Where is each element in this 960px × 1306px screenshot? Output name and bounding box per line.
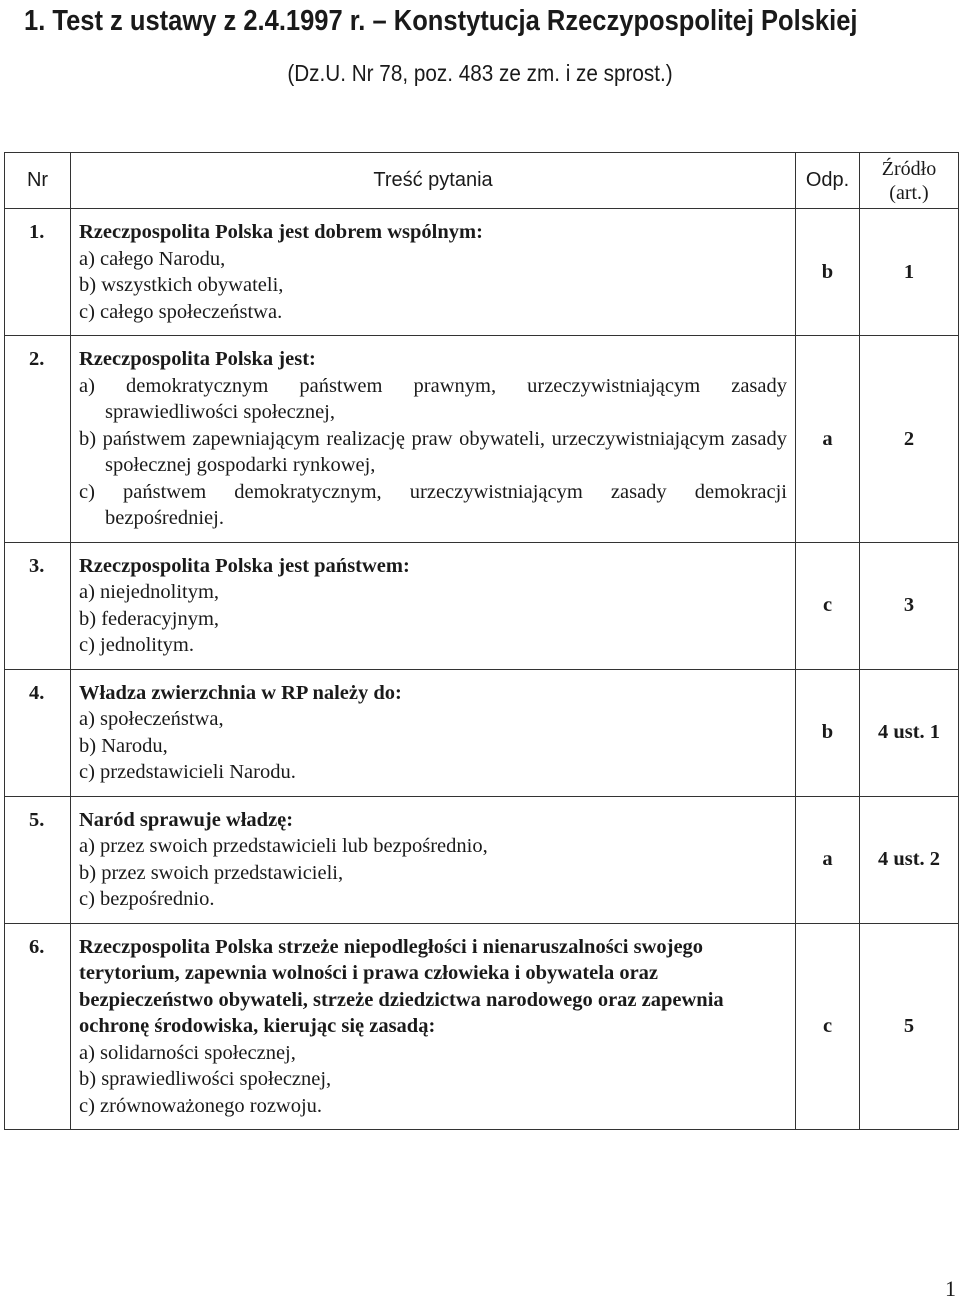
answer-option: c) państwem demokratycznym, urzeczywistniającym zasady demokracji bezpośredniej.: [79, 480, 787, 529]
question-stem: Władza zwierzchnia w RP należy do:: [79, 681, 402, 704]
header-answer: Odp.: [796, 153, 860, 209]
answer-option: b) Narodu,: [79, 734, 168, 757]
question-number: 2.: [5, 336, 71, 543]
source-article: 5: [860, 923, 959, 1130]
question-rows: [5, 209, 959, 1130]
source-article: 2: [860, 336, 959, 543]
question-stem: Rzeczpospolita Polska jest państwem:: [79, 554, 410, 577]
source-article: 1: [860, 209, 959, 336]
correct-answer: b: [796, 669, 860, 796]
question-number: 4.: [5, 669, 71, 796]
table-row: [5, 796, 959, 923]
answer-option: c) przedstawicieli Narodu.: [79, 761, 296, 783]
answer-option: b) wszystkich obywateli,: [79, 274, 284, 296]
table-header-row: [5, 153, 959, 209]
answer-option: c) zrównoważonego rozwoju.: [79, 1094, 323, 1117]
question-stem: Naród sprawuje władzę:: [79, 808, 294, 831]
answer-option: b) federacyjnym,: [79, 607, 220, 630]
correct-answer: a: [796, 336, 860, 543]
question-content: [71, 336, 796, 543]
header-nr: Nr: [5, 153, 71, 209]
answer-option: a) demokratycznym państwem prawnym, urzeczywistniającym zasady sprawiedliwości społecznej,: [79, 374, 787, 423]
answer-option: a) przez swoich przedstawicieli lub bezpośrednio,: [79, 835, 488, 857]
table-row: [5, 542, 959, 669]
table-row: [5, 336, 959, 543]
document-title: 1. Test z ustawy z 2.4.1997 r. – Konstytucja Rzeczypospolitej Polskiej: [24, 5, 858, 37]
question-content: [71, 669, 796, 796]
question-number: 5.: [5, 796, 71, 923]
correct-answer: c: [796, 923, 860, 1130]
header-content: Treść pytania: [71, 153, 796, 209]
answer-option: b) sprawiedliwości społecznej,: [79, 1068, 332, 1090]
source-article: 3: [860, 542, 959, 669]
question-stem: Rzeczpospolita Polska jest:: [79, 348, 316, 370]
document-subtitle: (Dz.U. Nr 78, poz. 483 ze zm. i ze sprost.): [287, 60, 673, 86]
question-stem: Rzeczpospolita Polska jest dobrem wspólnym:: [79, 221, 483, 243]
correct-answer: a: [796, 796, 860, 923]
question-content: [71, 923, 796, 1130]
question-number: 6.: [5, 923, 71, 1130]
question-number: 3.: [5, 542, 71, 669]
question-number: 1.: [5, 209, 71, 336]
answer-option: a) całego Narodu,: [79, 247, 226, 270]
answer-option: b) przez swoich przedstawicieli,: [79, 861, 344, 884]
table-row: [5, 923, 959, 1130]
question-content: [71, 796, 796, 923]
question-stem: Rzeczpospolita Polska strzeże niepodległości i nienaruszalności swojego terytorium, zapewnia wolności i prawa człowieka i obywatela oraz bezpieczeństwo obywateli, strzeże dziedzictwa narodowego oraz zapewnia ochronę środowiska, kierując się zasadą:: [79, 935, 724, 1037]
table-row: [5, 209, 959, 336]
answer-option: b) państwem zapewniającym realizację praw obywateli, urzeczywistniającym zasady społecznej gospodarki rynkowej,: [79, 427, 787, 476]
answer-option: c) jednolitym.: [79, 634, 195, 656]
correct-answer: b: [796, 209, 860, 336]
answer-option: a) solidarności społecznej,: [79, 1041, 296, 1064]
answer-option: a) niejednolitym,: [79, 581, 220, 603]
source-article: 4 ust. 2: [860, 796, 959, 923]
question-table: [4, 152, 959, 1130]
correct-answer: c: [796, 542, 860, 669]
header-source: Źródło (art.): [860, 153, 959, 209]
answer-option: c) bezpośrednio.: [79, 888, 215, 910]
question-content: [71, 209, 796, 336]
table-row: [5, 669, 959, 796]
source-article: 4 ust. 1: [860, 669, 959, 796]
answer-option: c) całego społeczeństwa.: [79, 300, 283, 323]
page-number: 1: [945, 1276, 956, 1301]
question-content: [71, 542, 796, 669]
answer-option: a) społeczeństwa,: [79, 708, 224, 730]
